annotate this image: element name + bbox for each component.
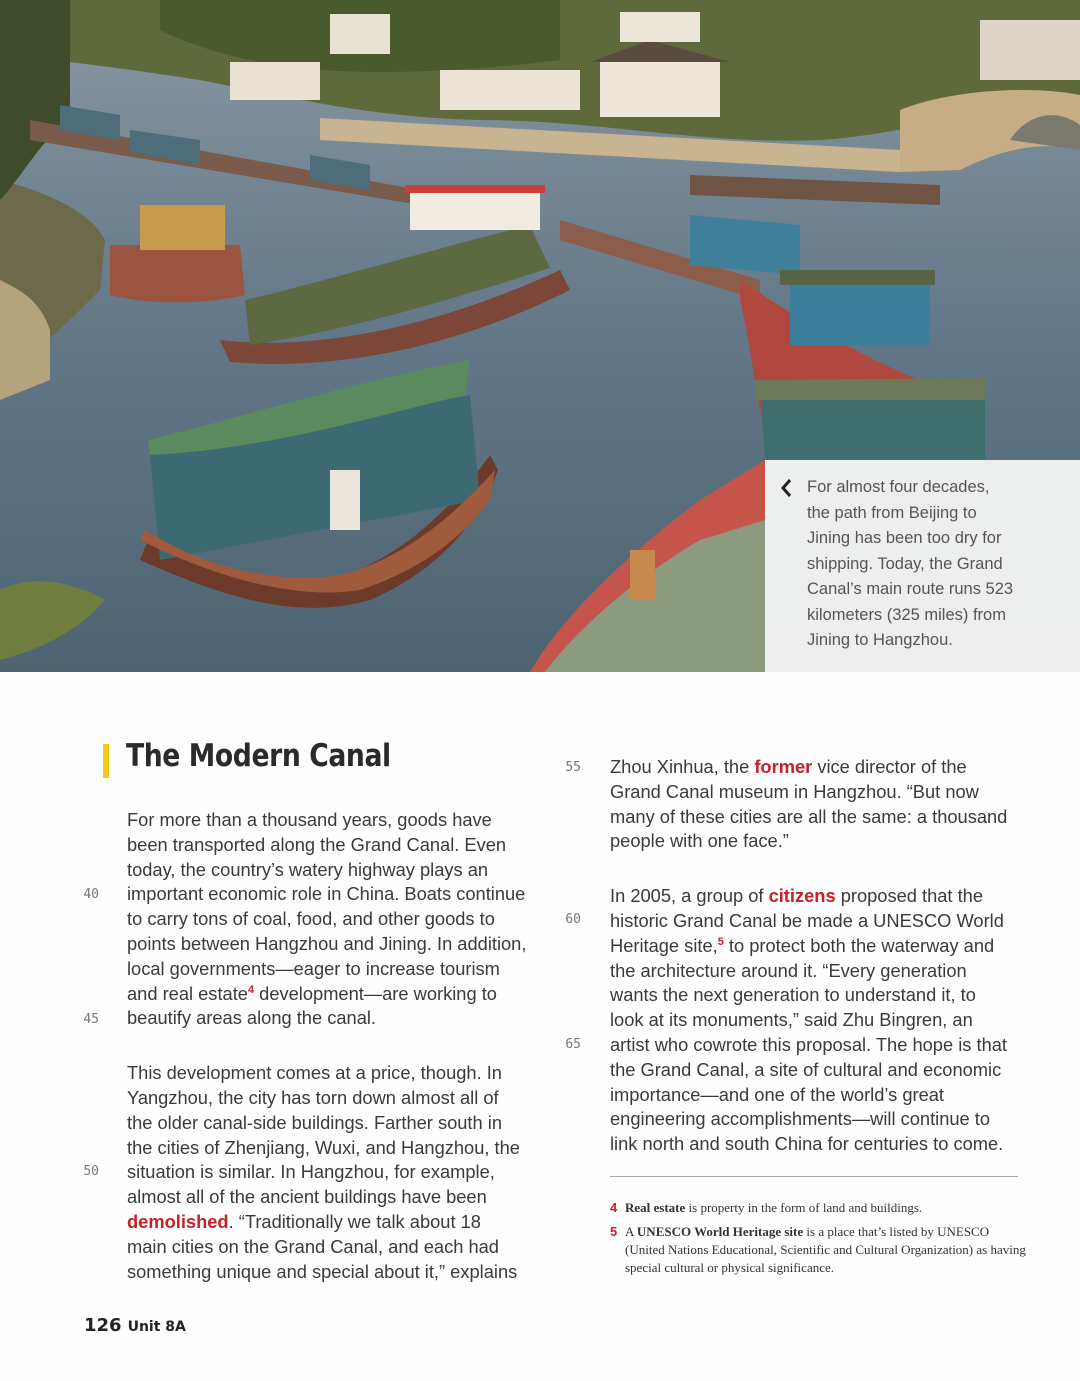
body-line: almost all of the ancient buildings have been (127, 1186, 487, 1208)
body-line (127, 982, 557, 1007)
body-text: vice director of the (812, 756, 967, 777)
chevron-left-icon (780, 478, 792, 498)
footnote-text: is property in the form of land and buildings. (685, 1200, 923, 1215)
body-line: been transported along the Grand Canal. Even (127, 833, 507, 855)
body-line (610, 755, 1050, 780)
caption-line: kilometers (325 miles) from (807, 605, 1006, 624)
caption-line: Jining to Hangzhou. (807, 631, 953, 649)
body-line: Yangzhou, the city has torn down almost all of (127, 1086, 499, 1108)
footnote-term: Real estate (625, 1200, 686, 1215)
section-heading: The Modern Canal (126, 738, 391, 774)
body-text: to protect both the waterway and (723, 934, 995, 956)
body-line: importance—and one of the world’s great (610, 1083, 944, 1105)
body-line: link north and south China for centuries to come. (610, 1133, 1004, 1155)
body-text: development—are working to (254, 982, 497, 1004)
body-text: and real estate (127, 982, 248, 1004)
body-line: points between Hangzhou and Jining. In addition, (127, 932, 527, 954)
body-line (127, 1210, 557, 1235)
body-line: situation is similar. In Hangzhou, for example, (127, 1161, 495, 1183)
body-line: This development comes at a price, though. In (127, 1062, 502, 1084)
body-line: look at its monuments,” said Zhu Bingren, an (610, 1009, 973, 1031)
body-line: local governments—eager to increase tourism (127, 957, 500, 979)
body-line: Grand Canal museum in Hangzhou. “But now (610, 780, 979, 802)
body-line: the older canal-side buildings. Farther south in (127, 1111, 502, 1133)
footnote-text: is a place that’s listed by UNESCO (United Nations Educational, Scientific and Cultural Organization) as having special cultural or physical significance. (625, 1224, 1026, 1275)
photo-caption (765, 460, 1080, 672)
caption-line: Jining has been too dry for (807, 529, 1002, 547)
body-line: the Grand Canal, a site of cultural and economic (610, 1058, 1002, 1080)
body-line: many of these cities are all the same: a thousand (610, 805, 1008, 827)
vocab-word: demolished (127, 1210, 229, 1232)
body-line: to carry tons of coal, food, and other goods to (127, 908, 495, 930)
caption-line: Canal’s main route runs 523 (807, 580, 1014, 598)
page-number: 126 (84, 1315, 122, 1336)
footnote-ref: 4 (247, 983, 255, 996)
footnote-number: 5 (610, 1224, 618, 1239)
line-number: 60 (565, 912, 581, 927)
left-column (127, 808, 557, 1284)
body-line: wants the next generation to understand it, to (610, 984, 976, 1006)
body-line: important economic role in China. Boats continue (127, 883, 526, 905)
footnote-ref: 5 (717, 935, 724, 948)
body-text: Zhou Xinhua, the (610, 756, 755, 777)
footnote-text: A (625, 1224, 637, 1239)
line-number: 45 (83, 1012, 99, 1027)
footnote-divider (610, 1176, 1018, 1177)
line-number: 65 (565, 1037, 581, 1052)
canal-photo (0, 0, 1080, 672)
body-line: main cities on the Grand Canal, and each had (127, 1235, 499, 1257)
body-line (610, 934, 1050, 959)
unit-label: Unit 8A (127, 1319, 186, 1335)
vocab-word: former (754, 756, 813, 777)
right-column (610, 755, 1050, 1157)
body-line: the cities of Zhenjiang, Wuxi, and Hangzhou, the (127, 1136, 520, 1158)
body-line: historic Grand Canal be made a UNESCO World (610, 909, 1004, 931)
body-text: In 2005, a group of (610, 885, 769, 907)
body-line: something unique and special about it,” explains (127, 1260, 518, 1282)
caption-line: For almost four decades, (807, 478, 990, 496)
caption-line: the path from Beijing to (807, 503, 977, 522)
body-text: proposed that the (835, 885, 983, 907)
body-text: Heritage site, (610, 934, 718, 956)
heading-accent-bar (103, 744, 109, 778)
body-line: the architecture around it. “Every generation (610, 959, 967, 981)
body-line (610, 884, 1050, 909)
body-line: artist who cowrote this proposal. The hope is that (610, 1033, 1007, 1055)
line-number: 55 (565, 760, 581, 775)
footnote-number: 4 (610, 1200, 618, 1215)
footnote-5 (610, 1223, 1030, 1277)
body-text: . “Traditionally we talk about 18 (228, 1210, 481, 1232)
caption-line: shipping. Today, the Grand (807, 554, 1003, 573)
body-line: engineering accomplishments—will continue to (610, 1108, 991, 1130)
body-line: For more than a thousand years, goods have (127, 809, 492, 830)
page-folio (84, 1315, 186, 1336)
footnote-4 (610, 1199, 1030, 1217)
vocab-word: citizens (768, 885, 836, 907)
line-number: 40 (83, 887, 99, 902)
line-number: 50 (83, 1164, 99, 1179)
footnotes (610, 1199, 1030, 1283)
body-line: today, the country’s watery highway plays an (127, 858, 489, 880)
body-line: people with one face.” (610, 830, 789, 852)
body-line: beautify areas along the canal. (127, 1007, 377, 1029)
footnote-term: UNESCO World Heritage site (636, 1224, 804, 1239)
